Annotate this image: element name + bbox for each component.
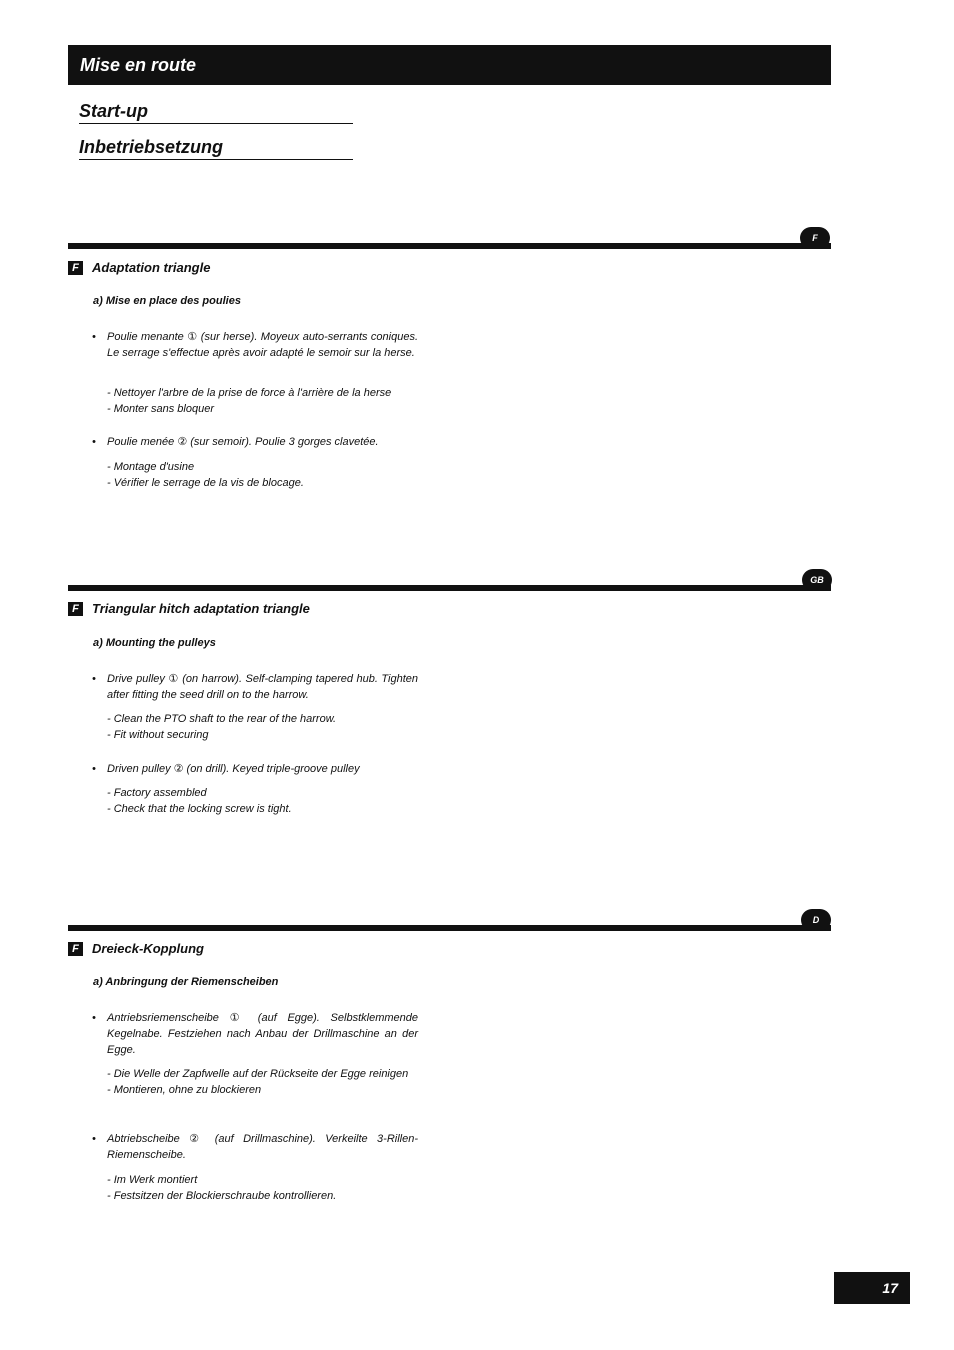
section-heading-fr xyxy=(68,260,210,276)
subtitle-english: Start-up xyxy=(79,100,353,124)
section-divider-de xyxy=(68,925,831,931)
subtitle-german: Inbetriebsetzung xyxy=(79,136,353,160)
bullet-item xyxy=(92,1131,418,1163)
section-heading-text: Triangular hitch adaptation triangle xyxy=(92,601,310,616)
dash-item: - Die Welle der Zapfwelle auf der Rückseite der Egge reinigen xyxy=(107,1068,409,1080)
dash-item: - Fit without securing xyxy=(107,729,209,741)
bullet-text: Driven pulley ② (on drill). Keyed triple-groove pulley xyxy=(107,763,360,775)
section-divider-gb xyxy=(68,585,831,591)
bullet-item xyxy=(92,1010,418,1058)
section-divider-fr xyxy=(68,243,831,249)
bullet-symbol: • xyxy=(92,673,96,685)
bullet-symbol: • xyxy=(92,436,96,448)
section-badge: F xyxy=(68,261,83,275)
bullet-text: Drive pulley ① (on harrow). Self-clamping tapered hub. Tighten after fitting the seed drill on to the harrow. xyxy=(107,673,418,701)
bullet-symbol: • xyxy=(92,763,96,775)
subheading-fr: a) Mise en place des poulies xyxy=(93,295,241,307)
language-tab-fr: F xyxy=(800,227,830,249)
dash-item: - Im Werk montiert xyxy=(107,1174,198,1186)
dash-item: - Montage d'usine xyxy=(107,461,195,473)
dash-item: - Festsitzen der Blockierschraube kontrollieren. xyxy=(107,1190,337,1202)
bullet-symbol: • xyxy=(92,1012,96,1024)
dash-list xyxy=(107,1066,418,1098)
section-badge: F xyxy=(68,602,83,616)
section-heading-text: Dreieck-Kopplung xyxy=(92,941,204,956)
language-tab-de: D xyxy=(801,909,831,931)
subheading-gb: a) Mounting the pulleys xyxy=(93,637,216,649)
dash-item: - Montieren, ohne zu blockieren xyxy=(107,1084,262,1096)
dash-list xyxy=(107,785,418,817)
page-title: Mise en route xyxy=(80,55,197,75)
subheading-de: a) Anbringung der Riemenscheiben xyxy=(93,976,279,988)
page-title-bar xyxy=(68,45,831,85)
language-tab-gb: GB xyxy=(802,569,832,591)
bullet-text: Poulie menée ② (sur semoir). Poulie 3 gorges clavetée. xyxy=(107,436,379,448)
bullet-item xyxy=(92,761,418,777)
bullet-item xyxy=(92,671,418,703)
dash-item: - Factory assembled xyxy=(107,787,207,799)
section-heading-text: Adaptation triangle xyxy=(92,260,211,275)
bullet-text: Abtriebscheibe ② (auf Drillmaschine). Verkeilte 3-Rillen-Riemenscheibe. xyxy=(107,1133,418,1161)
dash-item: - Check that the locking screw is tight. xyxy=(107,803,292,815)
bullet-item xyxy=(92,434,418,450)
dash-item: - Clean the PTO shaft to the rear of the harrow. xyxy=(107,713,337,725)
bullet-symbol: • xyxy=(92,331,96,343)
dash-list xyxy=(107,711,418,743)
bullet-text: Antriebsriemenscheibe ① (auf Egge). Selbstklemmende Kegelnabe. Festziehen nach Anbau der Drillmaschine an der Egge. xyxy=(107,1012,418,1056)
dash-list xyxy=(107,459,418,491)
section-heading-gb xyxy=(68,601,310,617)
bullet-item xyxy=(92,329,418,361)
page-number: 17 xyxy=(834,1272,910,1304)
dash-item: - Nettoyer l'arbre de la prise de force à l'arrière de la herse xyxy=(107,387,392,399)
section-heading-de xyxy=(68,941,204,957)
bullet-text: Poulie menante ① (sur herse). Moyeux auto-serrants coniques. Le serrage s'effectue après avoir adapté le semoir sur la herse. xyxy=(107,331,418,359)
dash-item: - Monter sans bloquer xyxy=(107,403,214,415)
section-badge: F xyxy=(68,942,83,956)
dash-list xyxy=(107,385,418,417)
bullet-symbol: • xyxy=(92,1133,96,1145)
dash-item: - Vérifier le serrage de la vis de blocage. xyxy=(107,477,304,489)
dash-list xyxy=(107,1172,418,1204)
